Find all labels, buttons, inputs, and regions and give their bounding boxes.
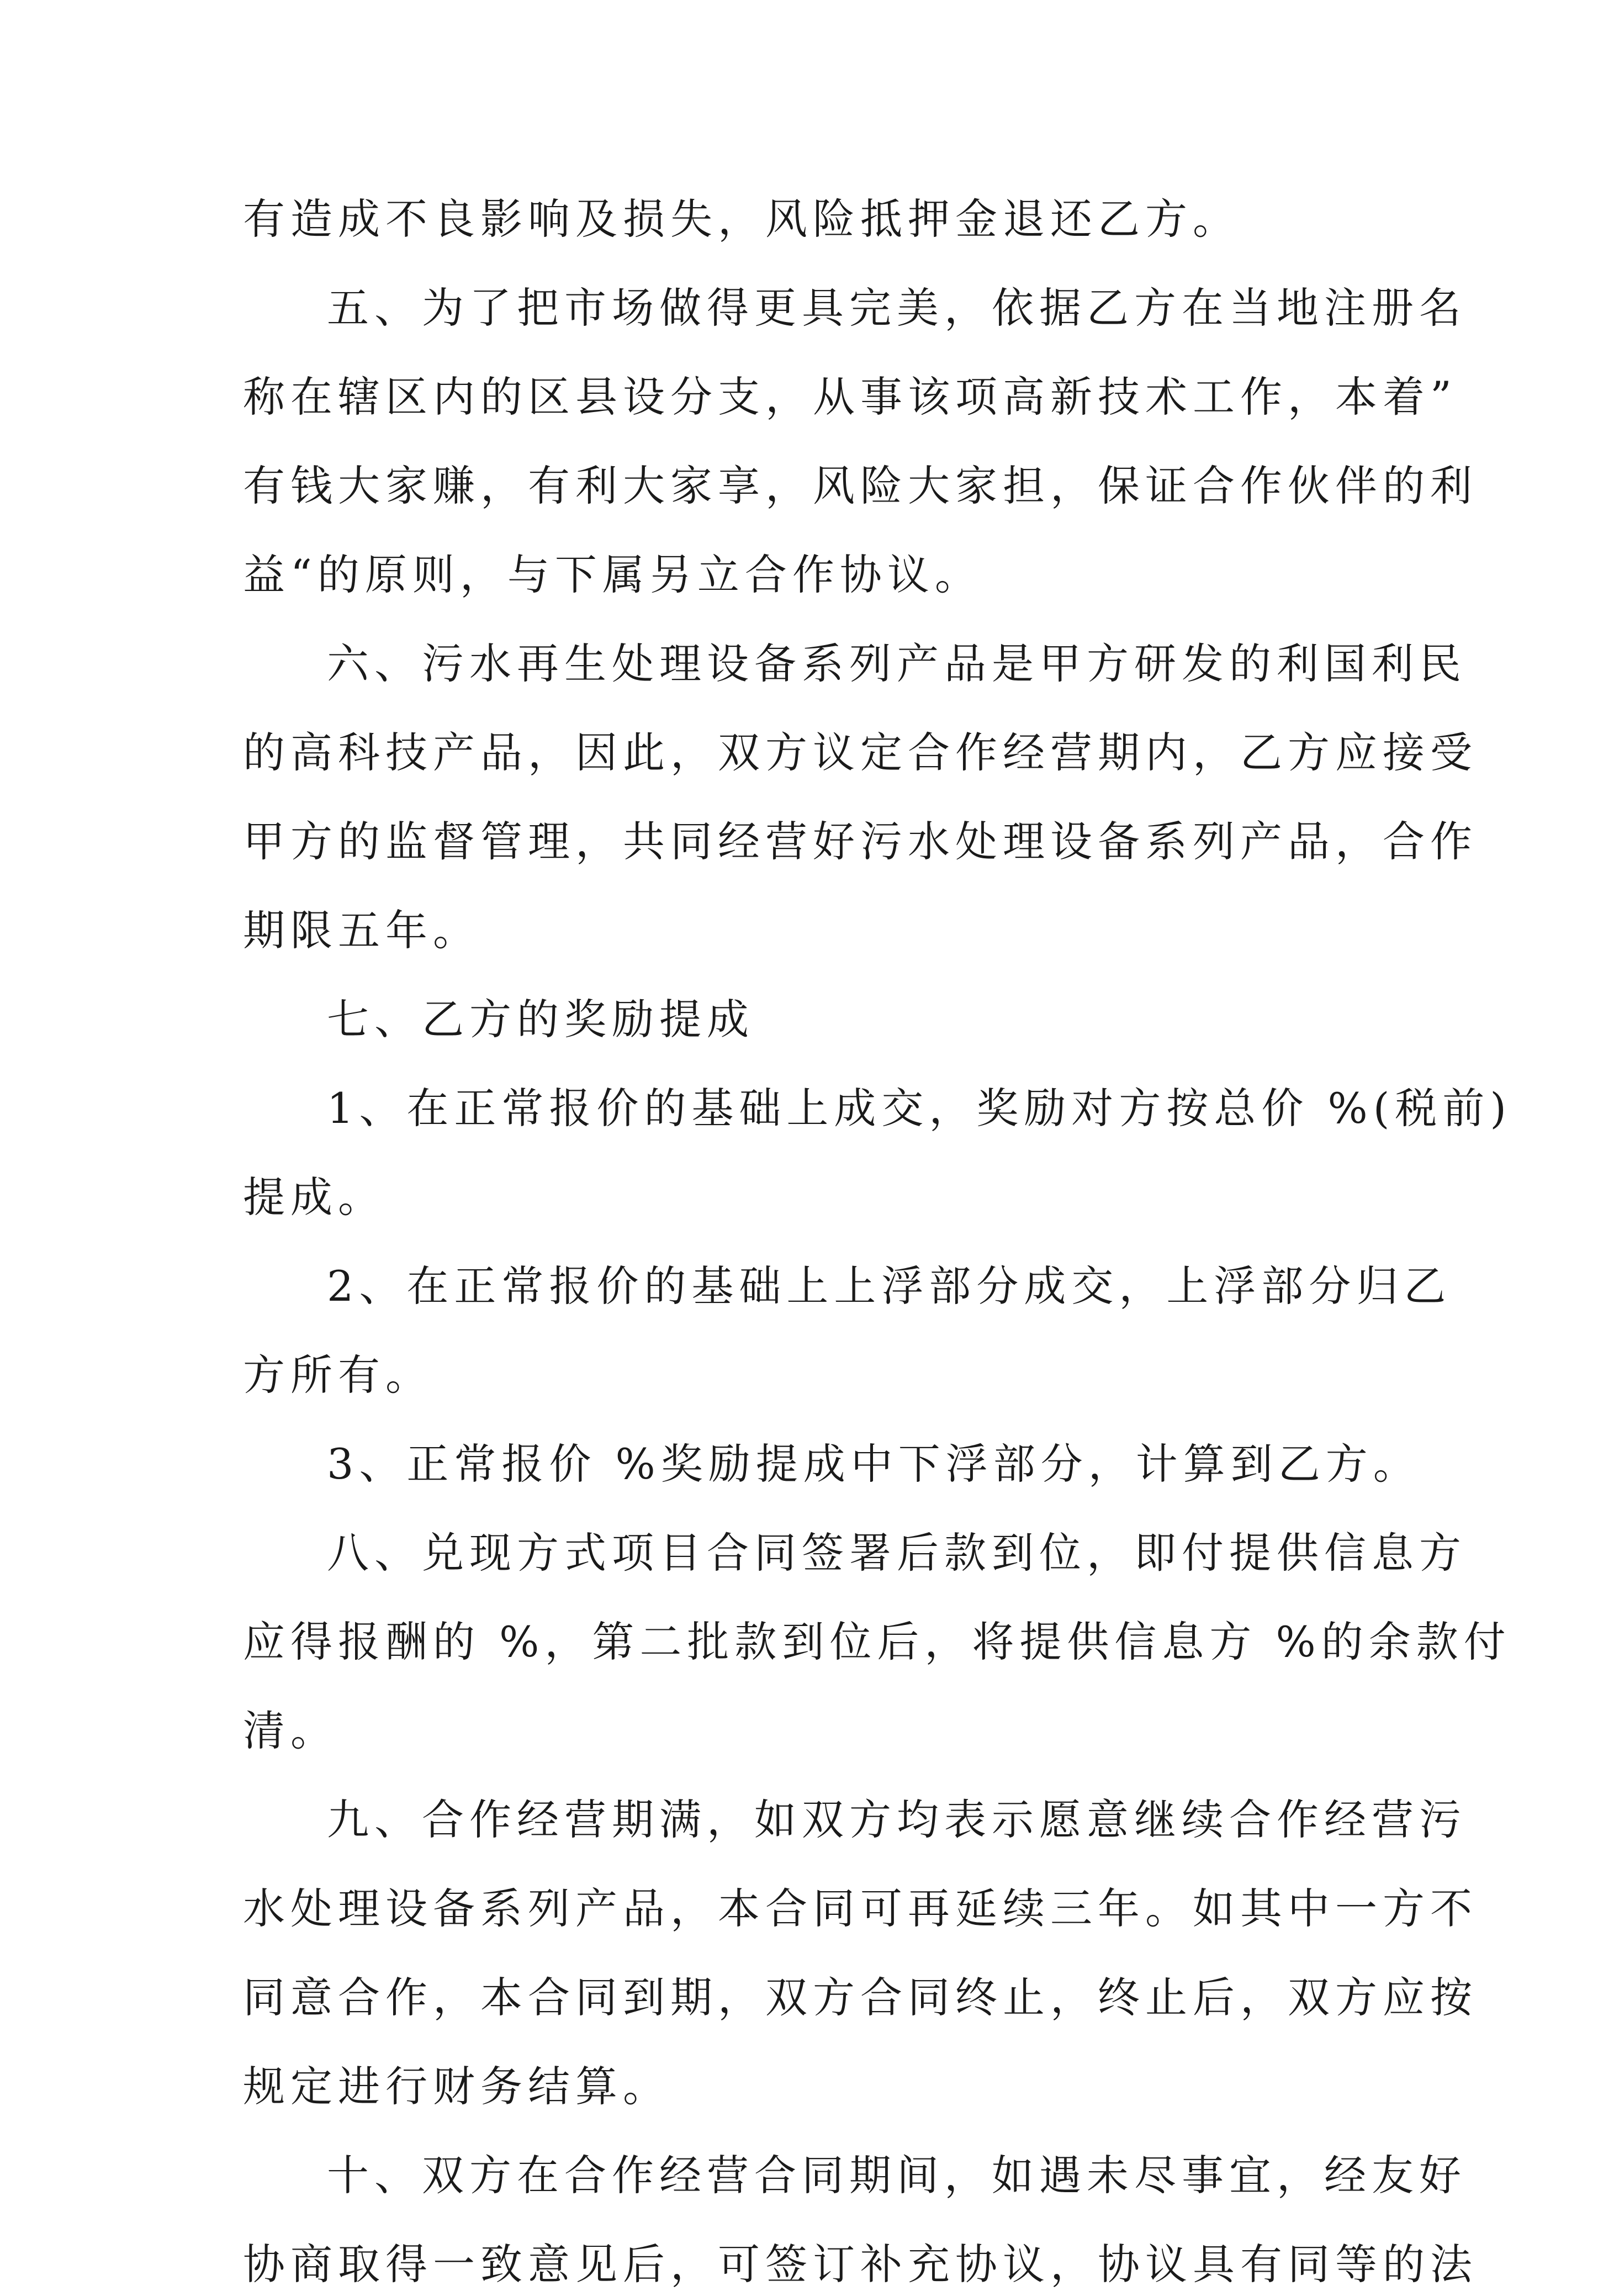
paragraph-nine-start: 九、合作经营期满，如双方均表示愿意继续合作经营污 <box>327 1795 1467 1844</box>
text-line: 有造成不良影响及损失，风险抵押金退还乙方。 <box>243 194 1240 244</box>
text-line: 应得报酬的 %，第二批款到位后，将提供信息方 %的余款付 <box>243 1617 1511 1666</box>
paragraph-ten-start: 十、双方在合作经营合同期间，如遇未尽事宜，经友好 <box>327 2151 1467 2200</box>
clause-one-start: 1、在正常报价的基础上成交，奖励对方按总价 %(税前) <box>327 1084 1512 1133</box>
text-line: 协商取得一致意见后，可签订补充协议，协议具有同等的法 <box>243 2240 1478 2289</box>
text-line: 方所有。 <box>243 1350 433 1400</box>
text-line: 期限五年。 <box>243 906 480 955</box>
text-line: 称在辖区内的区县设分支，从事该项高新技术工作，本着” <box>243 372 1457 421</box>
text-line: 同意合作，本合同到期，双方合同终止，终止后，双方应按 <box>243 1973 1478 2022</box>
text-line: 益“的原则，与下属另立合作协议。 <box>243 550 982 599</box>
text-line: 甲方的监督管理，共同经营好污水处理设备系列产品，合作 <box>243 817 1478 866</box>
document-body <box>243 188 1512 2296</box>
paragraph-five-start: 五、为了把市场做得更具完美，依据乙方在当地注册名 <box>327 283 1467 332</box>
text-line: 规定进行财务结算。 <box>243 2062 670 2111</box>
paragraph-eight-start: 八、兑现方式项目合同签署后款到位，即付提供信息方 <box>327 1528 1467 1577</box>
text-line: 提成。 <box>243 1173 385 1222</box>
text-line: 有钱大家赚，有利大家享，风险大家担，保证合作伙伴的利 <box>243 461 1478 510</box>
text-line: 清。 <box>243 1706 338 1755</box>
paragraph-six-start: 六、污水再生处理设备系列产品是甲方研发的利国利民 <box>327 639 1467 688</box>
clause-three: 3、正常报价 %奖励提成中下浮部分，计算到乙方。 <box>327 1439 1421 1489</box>
text-line: 的高科技产品，因此，双方议定合作经营期内，乙方应接受 <box>243 728 1478 777</box>
clause-two-start: 2、在正常报价的基础上上浮部分成交，上浮部分归乙 <box>327 1262 1452 1311</box>
section-heading-seven: 七、乙方的奖励提成 <box>327 995 754 1044</box>
text-line: 水处理设备系列产品，本合同可再延续三年。如其中一方不 <box>243 1884 1478 1933</box>
